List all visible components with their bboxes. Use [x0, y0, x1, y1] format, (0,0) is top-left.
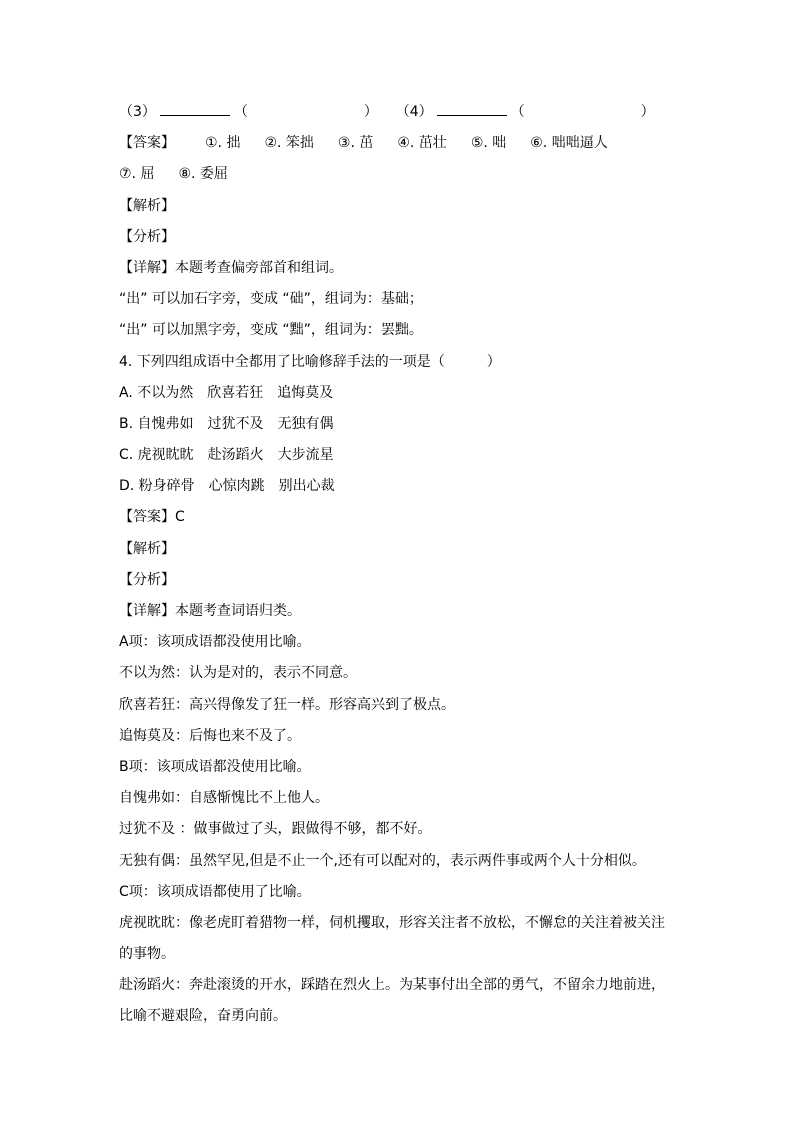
text-line: 赴汤蹈火：奔赴滚烫的开水，踩踏在烈火上。为某事付出全部的勇气，不留余力地前进，: [119, 977, 665, 994]
fill-blank-row: [119, 101, 689, 132]
answer-item: ②. 笨拙: [264, 135, 314, 152]
answer-item: ③. 茁: [337, 135, 374, 152]
paren-open: （: [233, 104, 248, 120]
text-line: C项：该项成语都使用了比喻。: [119, 883, 311, 900]
blank-3: [160, 101, 230, 116]
paren-open: （: [510, 104, 525, 120]
answer-item: ⑦. 屈: [119, 166, 155, 183]
answer-item: ⑥. 咄咄逼人: [530, 135, 608, 152]
text-line: A项：该项成语都没使用比喻。: [119, 634, 311, 651]
paren-close: ）: [640, 104, 655, 120]
text-line: 的事物。: [119, 946, 175, 963]
text-line: 【解析】: [119, 540, 175, 557]
answer-label: 【答案】: [119, 135, 175, 152]
text-line: 追悔莫及：后悔也来不及了。: [119, 727, 301, 744]
document-page: [119, 101, 689, 1037]
item-3-label: （3）: [119, 104, 156, 120]
answer-item: ⑤. 咄: [470, 135, 507, 152]
text-line: 【详解】本题考查词语归类。: [119, 603, 301, 619]
answer-line-2: [119, 163, 689, 194]
text-line: 自愧弗如：自感惭愧比不上他人。: [119, 790, 329, 807]
answer-item: ⑧. 委屈: [178, 166, 228, 183]
answer-line: [119, 132, 689, 163]
option-a: A. 不以为然 欣喜若狂 追悔莫及: [119, 384, 334, 401]
text-line: 【解析】: [119, 197, 175, 214]
option-b: B. 自愧弗如 过犹不及 无独有偶: [119, 415, 334, 432]
item-4-label: （4）: [395, 104, 433, 120]
text-line: 【分析】: [119, 571, 175, 588]
text-line: “出” 可以加黑字旁，变成 “黜”，组词为：罢黜。: [119, 322, 423, 339]
option-d: D. 粉身碎骨 心惊肉跳 别出心裁: [119, 478, 335, 495]
text-line: 欣喜若狂：高兴得像发了狂一样。形容高兴到了极点。: [119, 696, 455, 713]
text-line: 比喻不避艰险，奋勇向前。: [119, 1008, 287, 1025]
text-line: 【详解】本题考查偏旁部首和组词。: [119, 259, 343, 276]
text-line: 不以为然：认为是对的，表示不同意。: [119, 665, 357, 682]
answer-item: ①. 拙: [205, 135, 241, 152]
text-line: 虎视眈眈：像老虎盯着猎物一样，伺机攫取，形容关注者不放松，不懈怠的关注着被关注: [119, 914, 665, 931]
text-line: 【答案】C: [119, 509, 185, 526]
blank-4: [437, 101, 507, 116]
option-c: C. 虎视眈眈 赴汤蹈火 大步流星: [119, 447, 334, 464]
text-line: “出” 可以加石字旁，变成 “础”，组词为：基础；: [119, 291, 423, 308]
text-line: 【分析】: [119, 228, 175, 245]
answer-item: ④. 茁壮: [397, 135, 447, 152]
question-stem: 4. 下列四组成语中全都用了比喻修辞手法的一项是（ ）: [119, 353, 501, 370]
text-line: 无独有偶：虽然罕见,但是不止一个,还有可以配对的，表示两件事或两个人十分相似。: [119, 852, 646, 869]
text-line: B项：该项成语都没使用比喻。: [119, 758, 311, 775]
text-line: 过犹不及 ：做事做过了头，跟做得不够，都不好。: [119, 821, 432, 838]
paren-close: ）: [363, 104, 378, 120]
